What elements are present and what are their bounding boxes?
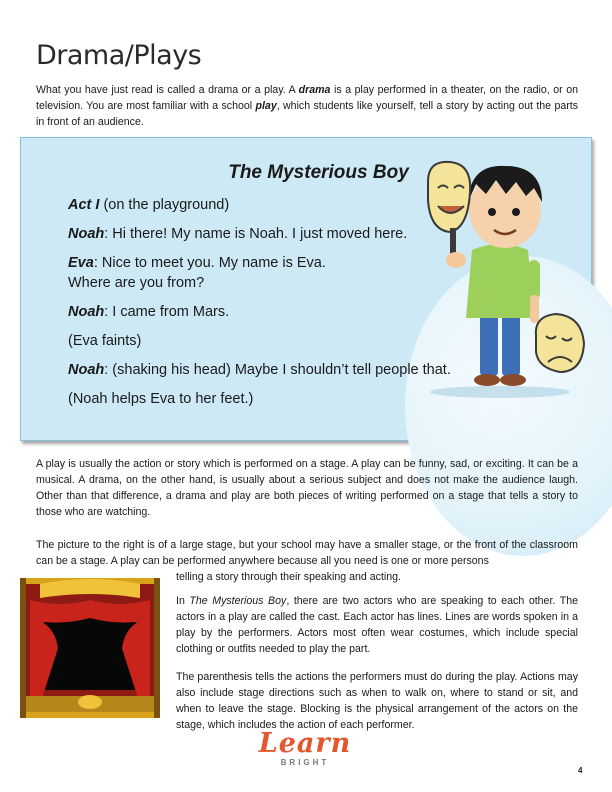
script-line: Noah: Hi there! My name is Noah. I just moved here. [68,226,408,242]
story-title: The Mysterious Boy [228,162,409,183]
page-number: 4 [578,766,583,775]
script-line: Eva: Nice to meet you. My name is Eva. Where are you from? [68,255,326,291]
page-title: Drama/Plays [36,40,202,71]
body-paragraph-cont: telling a story through their speaking and acting. [176,571,401,583]
body-paragraph: In The Mysterious Boy, there are two actors who are speaking to each other. The actors in a play are called the cast. Each actor has lines. Lines are words spoken in a play by the performers. Actors most often wear costumes, which include special clothing or outfits needed to play the part. [176,595,578,655]
logo-word: Learn [258,728,352,759]
stage-direction: (Eva faints) [68,333,142,349]
body-paragraph: A play is usually the action or story which is performed on a stage. A play can be funny, sad, or exciting. It can be a musical. A drama, on the other hand, is usually about a serious subject and does not make the audience laugh. Other than that difference, a drama and play are both pieces of writing performed on a stage that tells a story to those who are watching. [36,458,578,518]
logo-subtitle: BRIGHT [280,758,330,767]
intro-paragraph: What you have just read is called a drama or a play. A drama is a play performed in a theater, on the radio, or on television. You are most familiar with a school play, which students like yourself, tell a story by acting out the parts in front of an audience. [36,84,578,128]
body-paragraph: The parenthesis tells the actions the performers must do during the play. Actions may also include stage directions such as when to walk on, where to stand or sit, and when to leave the stage. Blocking is the physical arrangement of the actors on the stage, which includes the action of each performer. [176,671,578,731]
script-line: Noah: (shaking his head) Maybe I shouldn’t tell people that. [68,362,451,378]
body-paragraph: The picture to the right is of a large stage, but your school may have a smaller stage, or the front of the classroom can be a stage. A play can be performed anywhere because all you need is one or more persons [36,539,578,567]
theater-stage-illustration [20,578,160,718]
boy-with-masks-illustration [410,140,590,400]
script-act: Act I (on the playground) [68,197,230,213]
stage-direction: (Noah helps Eva to her feet.) [68,391,254,407]
script-line: Noah: I came from Mars. [68,304,230,320]
learn-bright-logo [255,730,355,768]
